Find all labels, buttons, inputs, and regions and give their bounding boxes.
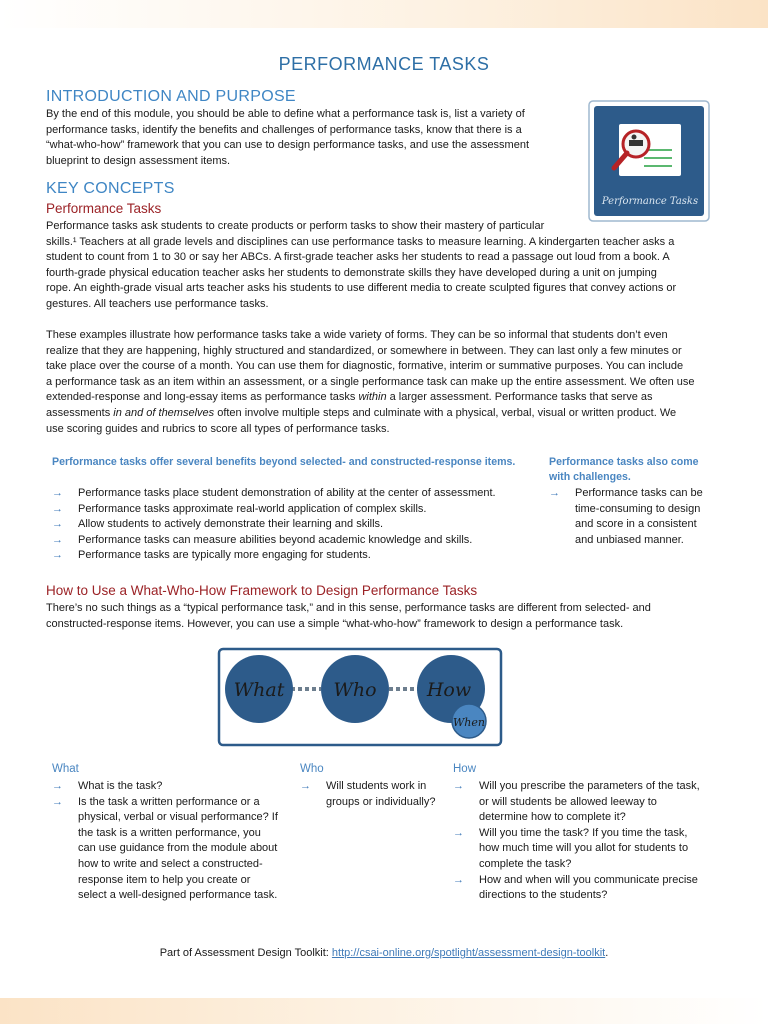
forms-paragraph: These examples illustrate how performance tasks take a wide variety of forms. They can be so informal that students don’t even realize that they are happening, highly structured and standardized, or somewhere in between. They can last only a few minutes or take place over the course of a month. You can use them for diagnostic, formative, interim or summative purposes. You can include a performance task as an item within an assessment, or a single performance task can make up the entire assessment. We often use extended-response and long-essay items as performance tasks within a larger assessment. Performance tasks that serve as assessments in and of themselves often involve multiple steps and culminate with a physical, verbal, visual or written product. We use scoring guides and rubrics to score all types of performance tasks. (46, 329, 695, 435)
arrow-right-icon: → (453, 873, 464, 886)
performance-tasks-paragraph: Performance tasks ask students to create products or perform tasks to show their mastery of particular skills.¹ Teachers at all grade levels and disciplines can use performance tasks to measure learning. A kindergarten teacher asks a student to count from 1 to 30 or say her ABCs. A first-grade teacher asks her students to read a passage out loud from a book. A fourth-grade physical education teacher asks her students to demonstrate skills they have developed during a unit on jumping rope. An eighth-grade visual arts teacher asks his students to use different media to create sculpted figures that convey actions or gestures. All teachers use performance tasks. (46, 220, 677, 310)
arrow-right-icon: → (52, 795, 63, 808)
arrow-right-icon: → (453, 780, 464, 792)
list-item: → Performance tasks can measure abilities beyond academic knowledge and skills. (52, 533, 542, 549)
what-heading: What (52, 763, 79, 775)
what-who-how-diagram (215, 645, 505, 749)
toolkit-link[interactable]: http://csai-online.org/spotlight/assessment-design-toolkit (331, 947, 606, 959)
list-item: → Will students work in groups or individually? (300, 780, 436, 808)
arrow-right-icon: → (52, 487, 63, 499)
list-item: → Will you prescribe the parameters of the task, or will students be allowed leeway to determine how to complete it? (453, 780, 700, 824)
intro-heading: INTRODUCTION AND PURPOSE (46, 88, 296, 105)
list-item: → Allow students to actively demonstrate their learning and skills. (52, 517, 542, 533)
performance-tasks-heading: Performance Tasks (46, 201, 162, 216)
arrow-right-icon: → (549, 487, 560, 499)
key-concepts-heading: KEY CONCEPTS (46, 180, 175, 197)
who-label: Who (333, 679, 377, 701)
performance-tasks-logo-icon (588, 100, 710, 222)
framework-paragraph: There’s no such things as a “typical performance task,” and in this sense, performance tasks are different from selected- and constructed-response items. However, you can use a simple “what-who-how” framework to design a performance task. (46, 602, 651, 630)
arrow-right-icon: → (52, 533, 63, 546)
benefits-list (52, 486, 542, 564)
list-item: → How and when will you communicate precise directions to the students? (453, 873, 698, 902)
list-item: → Will you time the task? If you time the task, how much time will you allot for students to complete the task? (453, 826, 689, 870)
arrow-right-icon: → (52, 518, 63, 531)
challenges-heading: Performance tasks also come with challenges. (549, 456, 699, 483)
how-list (453, 779, 743, 904)
header-band (0, 0, 768, 28)
arrow-right-icon: → (300, 780, 311, 792)
who-list (300, 779, 450, 810)
framework-heading: How to Use a What-Who-How Framework to Design Performance Tasks (46, 583, 478, 598)
benefits-heading: Performance tasks offer several benefits beyond selected- and constructed-response items. (52, 456, 516, 468)
arrow-right-icon: → (52, 780, 63, 792)
intro-paragraph: By the end of this module, you should be able to define what a performance task is, list a variety of performance tasks, identify the benefits and challenges of performance tasks, know that there is a “what-who-how” framework that you can use to design performance tasks, and use the assessment blueprint to design assessment items. (46, 108, 530, 167)
who-heading: Who (300, 763, 324, 775)
footer: Part of Assessment Design Toolkit: http://csai-online.org/spotlight/assessment-design-toolkit. (159, 947, 609, 959)
svg-text:Performance Tasks: Performance Tasks (601, 196, 699, 207)
what-list (52, 779, 292, 904)
list-item: → Performance tasks are typically more engaging for students. (52, 548, 542, 564)
list-item: → What is the task? (52, 779, 292, 795)
arrow-right-icon: → (453, 826, 464, 839)
how-label: How (426, 679, 472, 701)
list-item: → Is the task a written performance or a physical, verbal or visual performance? If the task is a written performance, you can use guidance from the module about how to write and select a constructed- response item to help you create or select a well-designed performance task. (52, 795, 278, 902)
footer-label: Part of Assessment Design Toolkit: (159, 947, 332, 959)
how-heading: How (453, 763, 477, 775)
list-item: → Performance tasks approximate real-world application of complex skills. (52, 502, 542, 518)
list-item: → Performance tasks place student demonstration of ability at the center of assessment. (52, 486, 542, 502)
arrow-right-icon: → (52, 502, 63, 515)
arrow-right-icon: → (52, 549, 63, 562)
when-label: When (453, 716, 485, 729)
page-title: PERFORMANCE TASKS (278, 54, 490, 74)
challenges-list (549, 486, 729, 548)
what-label: What (233, 679, 285, 701)
list-item: → Performance tasks can be time-consuming to design and score in a consistent and unbiased manner. (549, 487, 703, 546)
footer-band (0, 998, 768, 1024)
